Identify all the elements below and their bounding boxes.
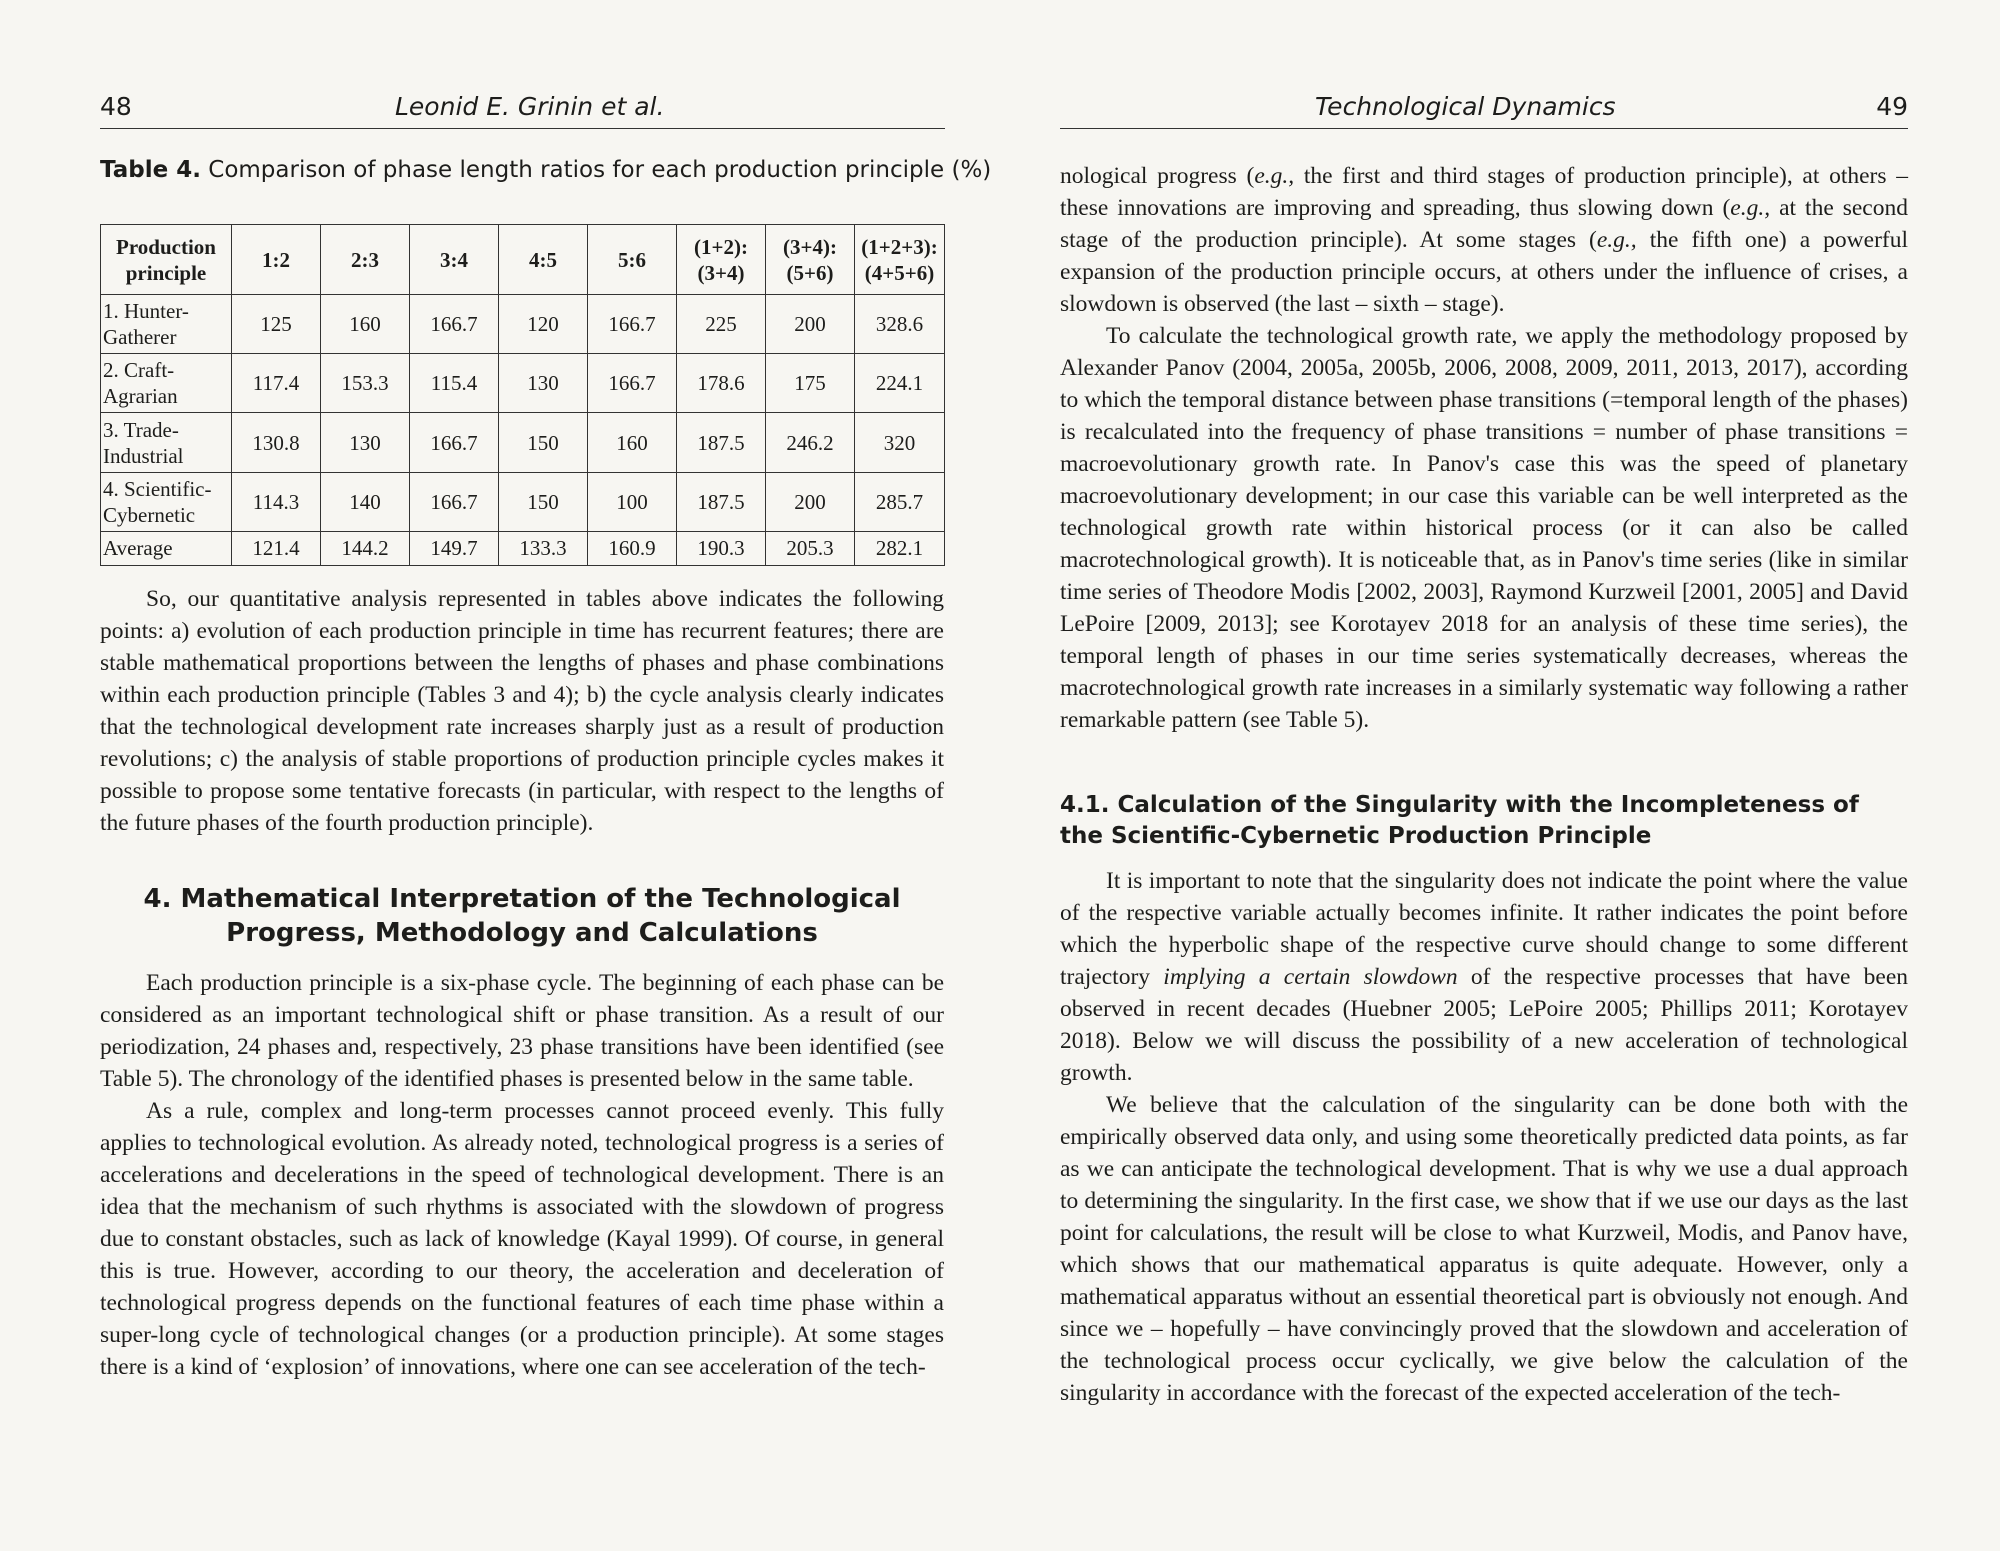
table-cell: 160 [588,413,677,472]
table-cell: 200 [766,295,855,354]
paragraph: As a rule, complex and long-term processes cannot proceed evenly. This fully applies to technological evolution. As already noted, technological progress is a series of accelerations and decelerations in the speed of technological development. There is an idea that the mechanism of such rhythms is associated with the slowdown of progress due to constant obstacles, such as lack of knowledge (Kayal 1999). Of course, in general this is true. However, according to our theory, the acceleration and deceleration of technological progress depends on the functional features of each time phase within a super-long cycle of technological changes (or a production principle). At some stages there is a kind of ‘explosion’ of innovations, where one can see acceleration of the tech- [100,1098,944,1380]
left-para-2-3 [100,967,944,1383]
table-cell: 130 [499,354,588,413]
table-header-row [101,225,945,295]
table-header-cell: 3:4 [410,225,499,295]
paragraph: Each production principle is a six-phase cycle. The beginning of each phase can be considered as an important technological shift or phase transition. As a result of our periodization, 24 phases and, respectively, 23 phase transitions have been identified (see Table 5). The chronology of the identified phases is presented below in the same table. [100,970,944,1092]
table-cell: 328.6 [855,295,945,354]
table-cell: 114.3 [232,472,321,531]
text-run-italic: e.g., [1730,195,1771,221]
section-heading-line-2: Progress, Methodology and Calculations [226,918,818,948]
table-row [101,413,945,472]
text-run: the fifth one) a powerful expansion of the production principle occurs, at others under the influence of crises, a slowdown is observed (the last – sixth – stage). [1060,227,1908,317]
table-header-cell: (3+4):(5+6) [766,225,855,295]
phase-ratio-table [100,224,945,566]
table-cell: 175 [766,354,855,413]
table-header-cell: (1+2+3):(4+5+6) [855,225,945,295]
table-caption-text: Comparison of phase length ratios for each production principle (%) [208,157,992,183]
table-cell: 130.8 [232,413,321,472]
table-cell: 153.3 [321,354,410,413]
table-cell: 166.7 [410,295,499,354]
table-cell: 133.3 [499,531,588,565]
table-cell: 117.4 [232,354,321,413]
right-page [1000,0,2000,1551]
table-header-cell: 4:5 [499,225,588,295]
table-cell: 166.7 [588,354,677,413]
subsection-heading: 4.1. Calculation of the Singularity with the Incompleteness of the Scientific-Cybernetic Production Principle [1060,792,1859,849]
table-cell: 224.1 [855,354,945,413]
running-header-left [100,92,945,129]
right-para-3-4 [1060,865,1908,1409]
text-run: nological progress ( [1060,163,1255,189]
table-cell: 144.2 [321,531,410,565]
table-cell: 150 [499,472,588,531]
table-header-cell: (1+2):(3+4) [677,225,766,295]
row-label: Average [101,531,232,565]
table-header-cell: 2:3 [321,225,410,295]
page-number-left: 48 [100,92,132,121]
running-title-right: Technological Dynamics [1315,92,1616,121]
table-cell: 121.4 [232,531,321,565]
table-cell: 160.9 [588,531,677,565]
table-row [101,354,945,413]
text-run-italic: implying a certain slowdown [1163,964,1458,990]
table-header-cell: 5:6 [588,225,677,295]
table-cell: 246.2 [766,413,855,472]
table-row [101,472,945,531]
table-cell: 190.3 [677,531,766,565]
table-cell: 200 [766,472,855,531]
table-cell: 187.5 [677,413,766,472]
table-row-average [101,531,945,565]
table-cell: 225 [677,295,766,354]
table-cell: 120 [499,295,588,354]
section-heading [100,882,944,950]
table-header-cell: 1:2 [232,225,321,295]
text-run: of the respective processes that have been observed in recent decades (Huebner 2005; LePoire 2005; Phillips 2011; Korotayev 2018). Below we will discuss the possibility of a new acceleration of technological growth. [1060,964,1909,1086]
page-number-right: 49 [1876,92,1908,121]
text-run: It is important to note that the singularity does not indicate the point where the value of the respective variable actually becomes infinite. It rather indicates the point before which the hyperbolic shape of the respective curve should change to some different trajectory [1060,868,1908,990]
left-para-1 [100,583,944,839]
table-caption-label: Table 4. [100,157,201,183]
table-caption [100,155,1050,186]
table-cell: 149.7 [410,531,499,565]
table-cell: 130 [321,413,410,472]
table-cell: 166.7 [410,413,499,472]
paragraph: So, our quantitative analysis represented in tables above indicates the following points: a) evolution of each production principle in time has recurrent features; there are stable mathematical proportions between the lengths of phases and phase combinations within each production principle (Tables 3 and 4); b) the cycle analysis clearly indicates that the technological development rate increases sharply just as a result of production revolutions; c) the analysis of stable proportions of production principle cycles makes it possible to propose some tentative forecasts (in particular, with respect to the lengths of the future phases of the fourth production principle). [100,586,944,836]
table-cell: 166.7 [410,472,499,531]
paragraph: To calculate the technological growth rate, we apply the methodology proposed by Alexander Panov (2004, 2005a, 2005b, 2006, 2008, 2009, 2011, 2013, 2017), according to which the temporal distance between phase transitions (=temporal length of the phases) is recalculated into the frequency of phase transitions = number of phase transitions = macroevolutionary growth rate. In Panov's case this was the speed of planetary macroevolutionary development; in our case this variable can be well interpreted as the technological growth rate within historical process (or it can also be called macrotechnological growth). It is noticeable that, as in Panov's time series (like in similar time series of Theodore Modis [2002, 2003], Raymond Kurzweil [2001, 2005] and David LePoire [2009, 2013]; see Korotayev 2018 for an analysis of these time series), the temporal length of phases in our time series systematically decreases, whereas the macrotechnological growth rate increases in a similarly systematic way following a rather remarkable pattern (see Table 5). [1060,323,1908,733]
text-run-italic: e.g., [1254,163,1295,189]
running-title-left: Leonid E. Grinin et al. [395,92,665,121]
table-row [101,295,945,354]
paragraph: We believe that the calculation of the singularity can be done both with the empirically observed data only, and using some theoretically predicted data points, as far as we can anticipate the technological development. That is why we use a dual approach to determining the singularity. In the first case, we show that if we use our days as the last point for calculations, the result will be close to what Kurzweil, Modis, and Panov have, which shows that our mathematical apparatus is quite adequate. However, only a mathematical apparatus without an essential theoretical part is obviously not enough. And since we – hopefully – have convincingly proved that the slowdown and acceleration of the technological process occur cyclically, we give below the calculation of the singularity in accordance with the forecast of the expected acceleration of the tech- [1060,1092,1908,1406]
table-cell: 178.6 [677,354,766,413]
paragraph [1060,160,1908,320]
table-cell: 160 [321,295,410,354]
row-label: 1. Hunter-Gatherer [101,295,232,354]
table-cell: 100 [588,472,677,531]
table-cell: 150 [499,413,588,472]
table-cell: 320 [855,413,945,472]
row-label: 2. Craft-Agrarian [101,354,232,413]
text-run-italic: e.g., [1596,227,1637,253]
table-cell: 166.7 [588,295,677,354]
table-header-cell: Production principle [101,225,232,295]
paragraph [1060,865,1908,1089]
section-heading-line-1: 4. Mathematical Interpretation of the Technological [143,884,901,914]
text-run: at the second stage of the production principle). At some stages ( [1060,195,1908,253]
row-label: 4. Scientific-Cybernetic [101,472,232,531]
right-para-1-2 [1060,160,1908,736]
table-cell: 205.3 [766,531,855,565]
text-run: the first and third stages of production principle), at others – these innovations are improving and spreading, thus slowing down ( [1060,163,1908,221]
table-cell: 125 [232,295,321,354]
table-cell: 282.1 [855,531,945,565]
table-cell: 285.7 [855,472,945,531]
row-label: 3. Trade-Industrial [101,413,232,472]
running-header-right [1060,92,1908,129]
table-cell: 140 [321,472,410,531]
table-cell: 187.5 [677,472,766,531]
table-cell: 115.4 [410,354,499,413]
